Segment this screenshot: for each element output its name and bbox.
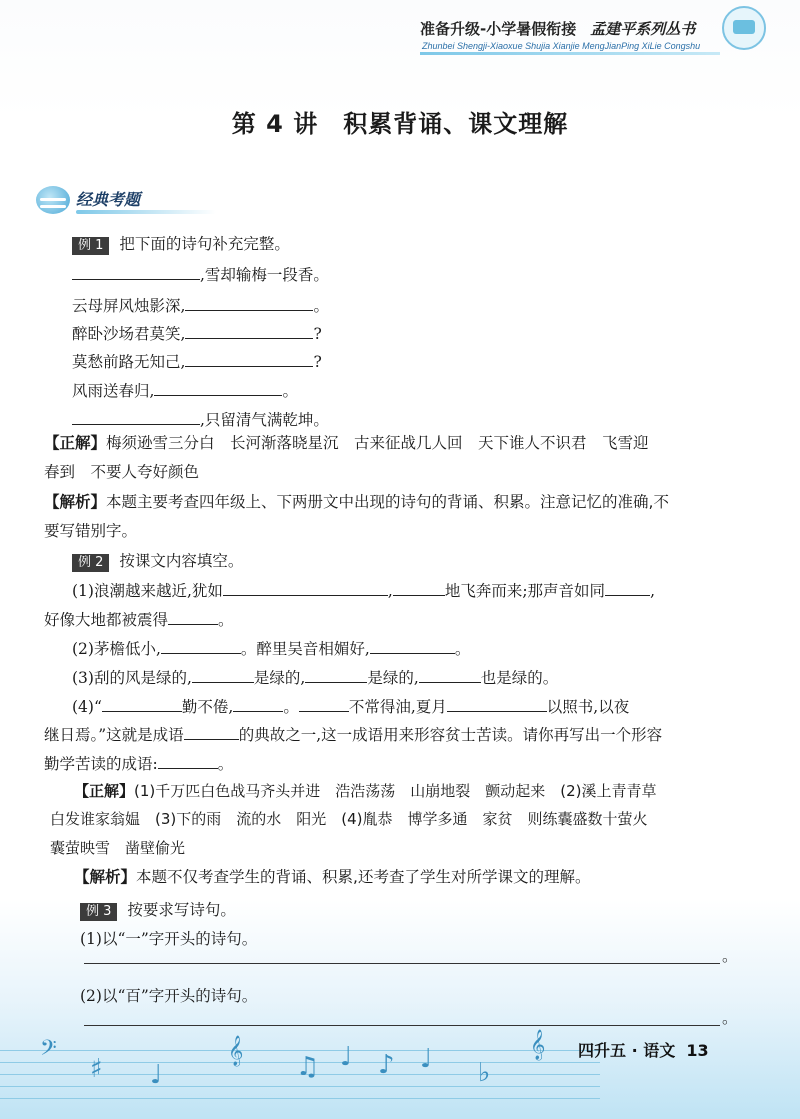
note-icon: ♩: [340, 1042, 353, 1072]
bass-clef-icon: 𝄢: [40, 1036, 57, 1066]
ex3-q1-end: 。: [722, 947, 738, 965]
answer-blank[interactable]: [447, 696, 547, 712]
ex3-q1: (1)以“一”字开头的诗句。: [80, 930, 258, 948]
q-text: 的典故之一,这一成语用来形容贫士苦读。请你再写出一个形容: [238, 726, 663, 744]
header-series-author: 孟建平系列丛书: [590, 20, 696, 38]
answer-blank[interactable]: [233, 696, 283, 712]
poem-line-4: [72, 351, 322, 372]
answer-blank[interactable]: [168, 609, 218, 625]
q-text: 也是绿的。: [480, 669, 559, 687]
q-text: (2)茅檐低小,: [72, 640, 161, 658]
example-1-prompt: 把下面的诗句补充完整。: [119, 235, 290, 253]
answer-blank[interactable]: [72, 409, 200, 425]
q2-line: [72, 638, 470, 659]
punct: ,: [387, 582, 393, 600]
example-2-analysis: [74, 867, 590, 887]
flat-icon: ♭: [478, 1058, 491, 1088]
poem-text: 莫愁前路无知己,: [72, 353, 186, 371]
note-icon: ♫: [296, 1052, 320, 1082]
q-text: 继日焉。”这就是成语: [44, 726, 184, 744]
answer-blank[interactable]: [185, 351, 313, 367]
q-text: 地飞奔而来;那声音如同: [444, 582, 606, 600]
ex3-q2-end: 。: [722, 1009, 738, 1027]
example-1-answer-cont: 春到 不要人夸好颜色: [44, 463, 200, 481]
section-banner: [36, 184, 186, 216]
punct: 。: [217, 755, 234, 773]
q4-line-cont: [44, 724, 662, 745]
answer-label: 【正解】: [74, 782, 135, 800]
poem-text: 风雨送春归,: [72, 382, 155, 400]
analysis-text: 本题不仅考查学生的背诵、积累,还考查了学生对所学课文的理解。: [136, 868, 591, 886]
header-series: [420, 18, 695, 39]
example-3-prompt: 按要求写诗句。: [127, 901, 236, 919]
q-text: 是绿的,: [367, 669, 419, 687]
staff-line: [0, 1086, 600, 1087]
treble-clef-icon: 𝄞: [228, 1036, 244, 1066]
footer-grade-page: [578, 1038, 709, 1061]
poem-text: ,只留清气满乾坤。: [200, 411, 329, 429]
q-text: (3)刮的风是绿的,: [72, 669, 192, 687]
ex3-q2: (2)以“百”字开头的诗句。: [80, 987, 258, 1005]
series-logo-icon: [722, 6, 766, 50]
poem-text: ,雪却输梅一段香。: [200, 266, 329, 284]
footer-grade: 四升五 · 语文: [578, 1041, 676, 1060]
answer-blank[interactable]: [305, 667, 367, 683]
q-text: 好像大地都被震得: [44, 611, 169, 629]
poem-line-6: [72, 409, 329, 430]
punct: ?: [313, 325, 322, 343]
answer-blank[interactable]: [370, 638, 455, 654]
answer-text: 梅须逊雪三分白 长河渐落晓星沉 古来征战几人回 天下谁人不识君 飞雪迎: [106, 434, 649, 452]
example-2-answer-cont: 白发谁家翁媪 (3)下的雨 流的水 阳光 (4)胤恭 博学多通 家贫 则练囊盛数十萤火: [50, 810, 648, 828]
q-text: 勤学苦读的成语:: [44, 755, 158, 773]
example-2-tag: 例 2: [72, 554, 109, 572]
example-1-analysis-cont: 要写错别字。: [44, 522, 138, 540]
answer-blank[interactable]: [223, 580, 388, 596]
note-icon: ♪: [378, 1050, 395, 1080]
answer-blank[interactable]: [299, 696, 349, 712]
example-2-answer-cont-2: 囊萤映雪 凿壁偷光: [50, 839, 186, 857]
banner-underline: [76, 210, 216, 214]
q-text: 以照书,以夜: [546, 698, 630, 716]
staff-line: [0, 1098, 600, 1099]
analysis-text: 本题主要考查四年级上、下两册文中出现的诗句的背诵、积累。注意记忆的准确,不: [106, 493, 669, 511]
answer-blank[interactable]: [185, 323, 313, 339]
punct: ,: [650, 582, 655, 600]
section-label: 经典考题: [76, 190, 141, 209]
example-1-analysis: [44, 492, 669, 512]
poem-line-3: [72, 323, 322, 344]
note-icon: ♩: [420, 1044, 433, 1074]
punct: 。: [283, 698, 299, 716]
running-header: [360, 8, 800, 56]
q-text: (1)浪潮越来越近,犹如: [72, 582, 223, 600]
answer-blank[interactable]: [419, 667, 481, 683]
answer-blank[interactable]: [154, 380, 282, 396]
header-pinyin: Zhunbei Shengji-Xiaoxue Shujia Xianjie MengJianPing XiLie Congshu: [422, 41, 701, 51]
analysis-label: 【解析】: [74, 868, 137, 886]
answer-blank[interactable]: [161, 638, 241, 654]
analysis-label: 【解析】: [44, 493, 107, 511]
q-text: 不常得油,夏月: [348, 698, 447, 716]
example-3-header: [80, 900, 236, 921]
answer-blank[interactable]: [184, 724, 239, 740]
page-number: 13: [686, 1041, 709, 1060]
punct: 。: [218, 611, 234, 629]
poem-line-1: [72, 264, 329, 285]
q-text: 。醉里吴音相媚好,: [240, 640, 370, 658]
q4-line-cont-2: [44, 753, 233, 774]
example-1-header: [72, 234, 290, 255]
q1-line: [72, 580, 655, 601]
poem-text: 醉卧沙场君莫笑,: [72, 325, 186, 343]
answer-blank[interactable]: [72, 264, 200, 280]
punct: 。: [313, 297, 329, 315]
q1-line-cont: [44, 609, 234, 630]
answer-blank[interactable]: [185, 295, 313, 311]
example-1-answer: [44, 433, 649, 453]
note-icon: ♩: [150, 1060, 163, 1090]
header-series-title: 准备升级-小学暑假衔接: [420, 20, 577, 38]
treble-clef-icon: 𝄞: [530, 1030, 546, 1060]
answer-blank[interactable]: [192, 667, 254, 683]
footer: [0, 1020, 800, 1119]
example-3-tag: 例 3: [80, 903, 117, 921]
wave-icon: [36, 186, 70, 214]
example-2-prompt: 按课文内容填空。: [119, 552, 244, 570]
q-text: (4)“: [72, 698, 102, 716]
answer-blank[interactable]: [102, 696, 182, 712]
punct: 。: [454, 640, 471, 658]
poem-line-2: [72, 295, 329, 316]
q-text: 是绿的,: [253, 669, 306, 687]
q-text: 勤不倦,: [181, 698, 234, 716]
punct: ?: [313, 353, 322, 371]
answer-label: 【正解】: [44, 434, 107, 452]
q3-line: [72, 667, 558, 688]
answer-text: (1)千万匹白色战马齐头并进 浩浩荡荡 山崩地裂 颤动起来 (2)溪上青青草: [134, 782, 657, 800]
q4-line: [72, 696, 629, 717]
poem-text: 云母屏风烛影深,: [72, 297, 186, 315]
example-2-header: [72, 551, 243, 572]
answer-blank[interactable]: [393, 580, 445, 596]
answer-line[interactable]: [84, 963, 720, 964]
example-1-tag: 例 1: [72, 237, 109, 255]
header-rule: [420, 52, 720, 55]
sharp-icon: ♯: [90, 1054, 103, 1084]
punct: 。: [282, 382, 298, 400]
lesson-title: 第 4 讲 积累背诵、课文理解: [231, 110, 569, 138]
staff-line: [0, 1050, 600, 1051]
poem-line-5: [72, 380, 298, 401]
answer-blank[interactable]: [158, 753, 218, 769]
answer-blank[interactable]: [605, 580, 650, 596]
example-2-answer: [74, 781, 657, 801]
